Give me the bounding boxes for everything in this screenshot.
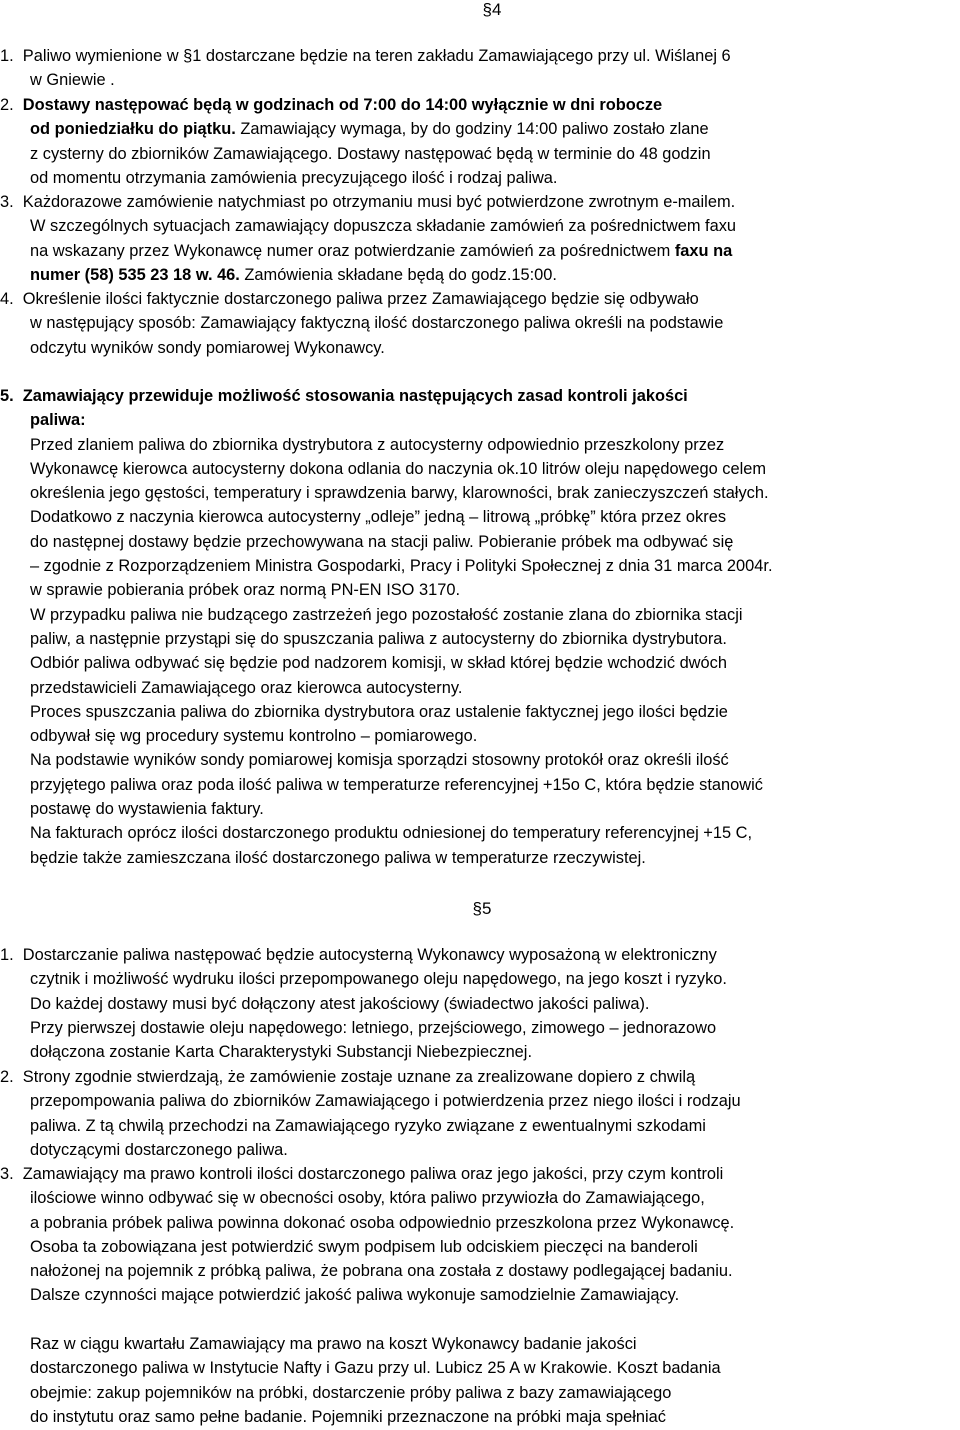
paragraph-5-3 [0, 1162, 955, 1308]
item-number: 3. [0, 1165, 14, 1183]
paragraph-5-2 [0, 1065, 955, 1162]
paragraph-line: od momentu otrzymania zamówienia precyzującego ilość i rodzaj paliwa. [30, 168, 558, 187]
paragraph-line: Zamawiający ma prawo kontroli ilości dostarczonego paliwa oraz jego jakości, przy czym kontroli [22, 1165, 724, 1183]
paragraph-line: a pobrania próbek paliwa powinna dokonać osoba odpowiednio przeszkolona przez Wykonawcę. [30, 1213, 735, 1232]
bold-text: paliwa: [30, 411, 86, 430]
item-number: 2. [0, 96, 14, 114]
paragraph-line: nałożonej na pojemnik z próbką paliwa, że pobrana ona została z dostawy podlegającej badaniu. [30, 1262, 733, 1281]
paragraph-line: paliw, a następnie przystąpi się do spuszczania paliwa z autocysterny do zbiornika dystrybutora. [30, 629, 727, 648]
paragraph-line: Do każdej dostawy musi być dołączony atest jakościowy (świadectwo jakości paliwa). [30, 994, 650, 1013]
paragraph-line: Przy pierwszej dostawie oleju napędowego: letniego, przejściowego, zimowego – jednorazowo [30, 1018, 717, 1037]
paragraph-line: do instytutu oraz samo pełne badanie. Pojemniki przeznaczone na próbki maja spełniać [30, 1407, 666, 1426]
paragraph-line: obejmie: zakup pojemników na próbki, dostarczenie próby paliwa z bazy zamawiającego [30, 1383, 672, 1402]
paragraph-line: przedstawicieli Zamawiającego oraz kierowca autocysterny. [30, 678, 463, 697]
paragraph-line: na wskazany przez Wykonawcę numer oraz potwierdzanie zamówień za pośrednictwem [30, 241, 675, 260]
paragraph-line: paliwa. Z tą chwilą przechodzi na Zamawiającego ryzyko związane z ewentualnymi szkodami [30, 1116, 706, 1135]
paragraph-line: Zamówienia składane będą do godz.15:00. [239, 265, 557, 284]
paragraph-line: Na fakturach oprócz ilości dostarczonego produktu odniesionej do temperatury referencyjnej +15 C, [30, 824, 753, 843]
paragraph-4-1 [0, 44, 955, 93]
paragraph-line: dostarczonego paliwa w Instytucie Nafty i Gazu przy ul. Lubicz 25 A w Krakowie. Koszt badania [30, 1359, 721, 1378]
bold-text: od poniedziałku do piątku. [30, 120, 236, 139]
bold-text: Dostawy następować będą w godzinach od 7:00 do 14:00 wyłącznie w dni robocze [22, 96, 663, 114]
paragraph-4-5 [0, 384, 955, 870]
paragraph-line: Dostarczanie paliwa następować będzie autocysterną Wykonawcy wyposażoną w elektroniczny [22, 946, 717, 964]
paragraph-line: Osoba ta zobowiązana jest potwierdzić swym podpisem lub odciskiem pieczęci na banderoli [30, 1237, 698, 1256]
item-number: 2. [0, 1068, 14, 1086]
paragraph-line: Zamawiający wymaga, by do godziny 14:00 paliwo zostało zlane [235, 120, 709, 139]
section-5-heading: §5 [472, 899, 492, 918]
paragraph-line: w sprawie pobierania próbek oraz normą PN-EN ISO 3170. [30, 581, 461, 600]
paragraph-line: dołączona zostanie Karta Charakterystyki Substancji Niebezpiecznej. [30, 1043, 532, 1062]
section-4-heading: §4 [482, 0, 502, 19]
paragraph-line: – zgodnie z Rozporządzeniem Ministra Gospodarki, Pracy i Polityki Społecznej z dnia 31 marca 2004r. [30, 557, 773, 576]
paragraph-line: w Gniewie . [30, 71, 115, 90]
paragraph-line: Dalsze czynności mające potwierdzić jakość paliwa wykonuje samodzielnie Zamawiający. [30, 1286, 680, 1305]
paragraph-line: W przypadku paliwa nie budzącego zastrzeżeń jego pozostałość zostanie zlana do zbiornika stacji [30, 605, 743, 624]
paragraph-line: Raz w ciągu kwartału Zamawiający ma prawo na koszt Wykonawcy badanie jakości [30, 1335, 637, 1353]
paragraph-line: z cysterny do zbiorników Zamawiającego. Dostawy następować będą w terminie do 48 godzin [30, 144, 711, 163]
paragraph-5-1 [0, 943, 955, 1064]
paragraph-line: postawę do wystawienia faktury. [30, 800, 264, 819]
paragraph-line: czytnik i możliwość wydruku ilości przepompowanego oleju napędowego, na jego koszt i ryzyko. [30, 970, 727, 989]
paragraph-line: Wykonawcę kierowca autocysterny dokona odlania do naczynia ok.10 litrów oleju napędowego celem [30, 459, 767, 478]
paragraph-line: ilościowe winno odbywać się w obecności osoby, która paliwo przywiozła do Zamawiającego, [30, 1189, 705, 1208]
paragraph-line: dotyczącymi dostarczonego paliwa. [30, 1140, 288, 1159]
bold-text: Zamawiający przewiduje możliwość stosowania następujących zasad kontroli jakości [22, 387, 688, 405]
item-number: 3. [0, 193, 14, 211]
paragraph-line: Paliwo wymienione w §1 dostarczane będzie na teren zakładu Zamawiającego przy ul. Wiślanej 6 [22, 47, 731, 65]
paragraph-line: będzie także zamieszczana ilość dostarczonego paliwa w temperaturze rzeczywistej. [30, 848, 646, 867]
paragraph-line: Przed zlaniem paliwa do zbiornika dystrybutora z autocysterny odpowiednio przeszkolony przez [30, 435, 725, 454]
paragraph-line: określenia jego gęstości, temperatury i sprawdzenia barwy, klarowności, brak zanieczyszczeń stałych. [30, 484, 769, 503]
item-number: 1. [0, 47, 14, 65]
paragraph-line: odbywał się wg procedury systemu kontrolno – pomiarowego. [30, 727, 478, 746]
paragraph-line: do następnej dostawy będzie przechowywana na stacji paliw. Pobieranie próbek ma odbywać się [30, 532, 734, 551]
bold-text: numer (58) 535 23 18 w. 46. [30, 265, 240, 284]
item-number: 1. [0, 946, 14, 964]
paragraph-line: Określenie ilości faktycznie dostarczonego paliwa przez Zamawiającego będzie się odbywało [22, 290, 699, 308]
paragraph-line: Proces spuszczania paliwa do zbiornika dystrybutora oraz ustalenie faktycznej jego ilości będzie [30, 702, 728, 721]
paragraph-line: Na podstawie wyników sondy pomiarowej komisja sporządzi stosowny protokół oraz określi ilość [30, 751, 729, 770]
item-number: 4. [0, 290, 14, 308]
item-number: 5. [0, 387, 14, 405]
paragraph-line: Strony zgodnie stwierdzają, że zamówienie zostaje uznane za zrealizowane dopiero z chwilą [22, 1068, 696, 1086]
bold-text: faxu na [674, 241, 733, 260]
paragraph-5-4 [0, 1332, 955, 1429]
paragraph-4-3 [0, 190, 955, 287]
paragraph-line: W szczególnych sytuacjach zamawiający dopuszcza składanie zamówień za pośrednictwem faxu [30, 217, 737, 236]
paragraph-line: Odbiór paliwa odbywać się będzie pod nadzorem komisji, w skład której będzie wchodzić dwóch [30, 654, 727, 673]
paragraph-line: Każdorazowe zamówienie natychmiast po otrzymaniu musi być potwierdzone zwrotnym e-mailem. [22, 193, 736, 211]
paragraph-line: Dodatkowo z naczynia kierowca autocysterny „odleje” jedną – litrową „próbkę” która przez okres [30, 508, 727, 527]
paragraph-line: odczytu wyników sondy pomiarowej Wykonawcy. [30, 338, 385, 357]
paragraph-4-2 [0, 93, 955, 190]
paragraph-4-4 [0, 287, 955, 360]
paragraph-line: przepompowania paliwa do zbiorników Zamawiającego i potwierdzenia przez niego ilości i rodzaju [30, 1092, 741, 1111]
paragraph-line: przyjętego paliwa oraz poda ilość paliwa w temperaturze referencyjnej +15o C, która będzie stanowić [30, 775, 763, 794]
paragraph-line: w następujący sposób: Zamawiający faktyczną ilość dostarczonego paliwa określi na podstawie [30, 314, 724, 333]
